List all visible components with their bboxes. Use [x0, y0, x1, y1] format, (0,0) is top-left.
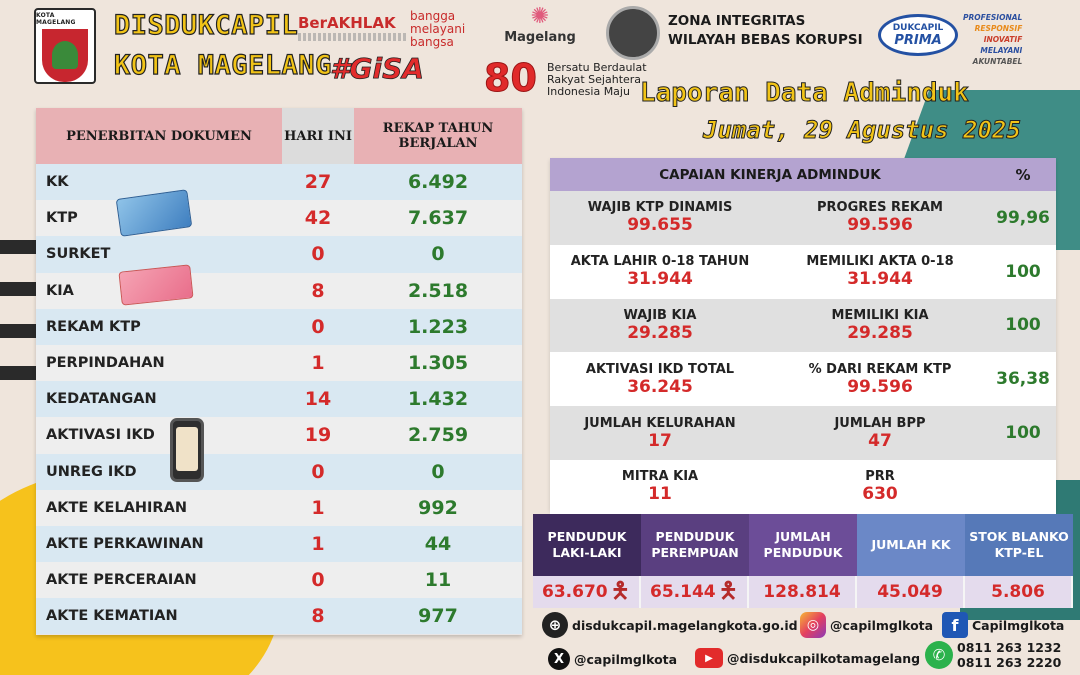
table-row — [36, 164, 522, 200]
anniv-line: Bersatu Berdaulat — [547, 61, 647, 74]
table-row — [36, 562, 522, 598]
dukcapil-prima-logo — [878, 14, 958, 56]
website-link[interactable] — [542, 612, 798, 638]
metric-cell — [770, 469, 990, 504]
population-value-female — [641, 576, 749, 608]
population-header: PENDUDUK LAKI-LAKI — [533, 514, 641, 576]
document-name: AKTE KEMATIAN — [46, 608, 178, 625]
instagram-icon: ◎ — [800, 612, 826, 638]
berakhlak-logo: BerAKHLAK — [298, 14, 396, 32]
today-count: 1 — [311, 496, 325, 519]
table-row — [36, 417, 522, 453]
whatsapp-icon: ✆ — [925, 641, 953, 669]
bangga-line: melayani — [410, 22, 466, 36]
youtube-text: @disdukcapilkotamagelang — [727, 650, 921, 666]
today-count: 1 — [311, 352, 325, 375]
instagram-link[interactable] — [800, 612, 933, 638]
performance-row — [550, 460, 1056, 514]
whatsapp-numbers — [957, 640, 1061, 670]
facebook-icon: f — [942, 612, 968, 638]
whatsapp-number: 0811 263 1232 — [957, 640, 1062, 655]
value-item: PROFESIONAL — [963, 13, 1023, 22]
zona-integritas — [668, 12, 863, 50]
metric-cell — [550, 362, 770, 397]
metric-label: PROGRES REKAM — [816, 200, 943, 216]
year-count: 1.305 — [407, 352, 469, 375]
metric-label: JUMLAH KELURAHAN — [584, 415, 736, 431]
anniv-line: Rakyat Sejahtera — [547, 73, 642, 86]
metric-value: 47 — [868, 430, 892, 451]
metric-cell — [550, 200, 770, 235]
prima-bottom: PRIMA — [894, 32, 942, 48]
metric-value: 36.245 — [627, 376, 693, 397]
today-count: 14 — [304, 388, 332, 411]
today-count: 0 — [311, 460, 325, 483]
document-name: AKTIVASI IKD — [46, 427, 155, 444]
year-count: 0 — [431, 243, 445, 266]
performance-panel — [550, 158, 1056, 510]
metric-value: 31.944 — [627, 269, 693, 290]
facebook-link[interactable] — [942, 612, 1064, 638]
table-row — [36, 345, 522, 381]
metric-label: % DARI REKAM KTP — [808, 361, 952, 377]
today-count: 8 — [311, 279, 325, 302]
youtube-icon: ▶ — [695, 648, 723, 668]
value-text: 65.144 — [650, 582, 716, 602]
metric-cell — [770, 362, 990, 397]
logo-label: KOTA MAGELANG — [36, 12, 76, 26]
value-item: INOVATIF — [983, 35, 1023, 44]
bg-stripe — [0, 324, 40, 338]
today-count: 1 — [311, 532, 325, 555]
performance-header — [550, 158, 1056, 191]
population-summary — [533, 514, 1073, 608]
fan-icon: ✺ — [530, 4, 550, 29]
column-header-year: REKAP TAHUN BERJALAN — [354, 108, 522, 164]
metric-label: PRR — [865, 469, 895, 485]
document-name: AKTE PERCERAIAN — [46, 572, 197, 589]
x-link[interactable] — [548, 648, 677, 670]
metric-cell — [550, 308, 770, 343]
metric-cell — [770, 308, 990, 343]
population-header: JUMLAH KK — [857, 514, 965, 576]
year-count: 1.432 — [407, 388, 469, 411]
bg-stripe — [0, 240, 40, 254]
metric-value: 11 — [648, 484, 672, 505]
population-headers — [533, 514, 1073, 576]
value-item: AKUNTABEL — [972, 57, 1023, 66]
table-row — [36, 490, 522, 526]
today-count: 0 — [311, 243, 325, 266]
year-count: 0 — [431, 460, 445, 483]
metric-percent: 100 — [1005, 261, 1041, 282]
today-count: 0 — [311, 569, 325, 592]
performance-row — [550, 352, 1056, 406]
year-count: 44 — [424, 532, 452, 555]
metric-value: 17 — [648, 430, 672, 451]
metric-value: 630 — [862, 484, 898, 505]
table-row — [36, 598, 522, 634]
year-count: 7.637 — [407, 207, 469, 230]
today-count: 42 — [304, 207, 332, 230]
metric-value: 99.596 — [847, 215, 913, 236]
population-value-blanko: 5.806 — [965, 576, 1073, 608]
metric-value: 99.596 — [847, 376, 913, 397]
metric-percent: 100 — [1005, 423, 1041, 444]
today-count: 8 — [311, 605, 325, 628]
population-header: PENDUDUK PEREMPUAN — [641, 514, 749, 576]
bg-stripe — [0, 282, 40, 296]
document-name: SURKET — [46, 246, 111, 263]
male-icon: 🯅 — [610, 579, 630, 604]
performance-row — [550, 299, 1056, 353]
document-name: REKAM KTP — [46, 318, 141, 335]
table-row — [36, 381, 522, 417]
today-count: 0 — [311, 315, 325, 338]
metric-value: 29.285 — [627, 322, 693, 343]
metric-percent: 99,96 — [996, 207, 1050, 228]
value-text: 63.670 — [542, 582, 608, 602]
gisa-tag: #GiSA — [330, 52, 424, 85]
metric-label: WAJIB KTP DINAMIS — [587, 200, 733, 216]
metric-label: WAJIB KIA — [623, 307, 697, 323]
population-values — [533, 576, 1073, 608]
year-count: 2.759 — [407, 424, 469, 447]
table-row — [36, 236, 522, 272]
table-row — [36, 526, 522, 562]
youtube-link[interactable] — [695, 648, 920, 668]
document-issuance-table — [36, 108, 522, 635]
metric-label: AKTA LAHIR 0-18 TAHUN — [570, 254, 750, 270]
population-header: JUMLAH PENDUDUK — [749, 514, 857, 576]
metric-value: 99.655 — [627, 215, 693, 236]
metric-cell — [550, 254, 770, 289]
performance-row — [550, 245, 1056, 299]
x-text: @capilmglkota — [574, 651, 678, 667]
seal-icon — [606, 6, 660, 60]
performance-row — [550, 191, 1056, 245]
bangga-line: bangga — [410, 9, 456, 23]
brand-subtitle: KOTA MAGELANG — [114, 50, 332, 81]
value-item: RESPONSIF — [974, 24, 1023, 33]
population-value-kk: 45.049 — [857, 576, 965, 608]
metric-label: MEMILIKI AKTA 0-18 — [806, 254, 954, 270]
table-row — [36, 309, 522, 345]
population-value-male — [533, 576, 641, 608]
table-row — [36, 273, 522, 309]
metric-label: MITRA KIA — [621, 469, 699, 485]
today-count: 19 — [304, 424, 332, 447]
facebook-text: Capilmglkota — [972, 617, 1065, 633]
bangga-line: bangsa — [410, 35, 454, 49]
brand-title: DISDUKCAPIL — [114, 10, 299, 41]
whatsapp-link[interactable] — [925, 640, 1061, 670]
metric-cell — [550, 416, 770, 451]
year-count: 992 — [418, 496, 458, 519]
year-count: 11 — [424, 569, 452, 592]
year-count: 6.492 — [407, 171, 469, 194]
magelang-logo-text: Magelang — [504, 30, 576, 45]
metric-percent: 100 — [1005, 315, 1041, 336]
document-name: AKTE KELAHIRAN — [46, 499, 187, 516]
bg-stripe — [0, 366, 40, 380]
population-header: STOK BLANKO KTP-EL — [965, 514, 1073, 576]
population-value-total: 128.814 — [749, 576, 857, 608]
metric-label: MEMILIKI KIA — [831, 307, 929, 323]
document-name: PERPINDAHAN — [46, 355, 165, 372]
bangga-melayani-logo — [410, 10, 465, 49]
globe-icon: ⊕ — [542, 612, 568, 638]
performance-row — [550, 406, 1056, 460]
year-count: 2.518 — [407, 279, 469, 302]
x-icon: X — [548, 648, 570, 670]
metric-label: JUMLAH BPP — [834, 415, 926, 431]
metric-value: 31.944 — [847, 269, 913, 290]
anniversary-number: 80 — [484, 56, 537, 100]
document-name: KEDATANGAN — [46, 391, 157, 408]
smartphone-icon — [170, 418, 204, 482]
metric-cell — [770, 254, 990, 289]
document-name: AKTE PERKAWINAN — [46, 535, 204, 552]
whatsapp-number: 0811 263 2220 — [957, 655, 1062, 670]
metric-cell — [770, 416, 990, 451]
report-title: Laporan Data Adminduk — [640, 78, 969, 108]
performance-body — [550, 191, 1056, 514]
column-header-document: PENERBITAN DOKUMEN — [36, 108, 282, 164]
anniv-line: Indonesia Maju — [547, 85, 630, 98]
today-count: 27 — [304, 171, 332, 194]
value-item: MELAYANI — [980, 46, 1023, 55]
document-name: KTP — [46, 210, 78, 227]
metric-cell — [770, 200, 990, 235]
table-row — [36, 200, 522, 236]
year-count: 977 — [418, 605, 458, 628]
berakhlak-tagline — [298, 33, 406, 41]
table-header — [36, 108, 522, 164]
prima-top: DUKCAPIL — [892, 22, 944, 33]
website-text: disdukcapil.magelangkota.go.id — [572, 617, 798, 633]
document-name: KK — [46, 174, 69, 191]
year-count: 1.223 — [407, 315, 469, 338]
metric-cell — [550, 469, 770, 504]
zona-line: WILAYAH BEBAS KORUPSI — [668, 32, 863, 48]
magelang-logo — [500, 4, 580, 45]
metric-label: AKTIVASI IKD TOTAL — [585, 361, 735, 377]
document-name: KIA — [46, 282, 74, 299]
document-name: UNREG IKD — [46, 463, 137, 480]
percent-header: % — [1015, 165, 1031, 184]
metric-value: 29.285 — [847, 322, 913, 343]
column-header-today: HARI INI — [282, 108, 354, 164]
report-date: Jumat, 29 Agustus 2025 — [703, 116, 1021, 144]
table-row — [36, 454, 522, 490]
core-values — [963, 12, 1022, 67]
zona-line: ZONA INTEGRITAS — [668, 13, 806, 29]
anniversary-text — [547, 62, 647, 98]
female-icon: 🯅 — [718, 579, 738, 604]
shield-icon — [42, 29, 88, 82]
performance-title: CAPAIAN KINERJA ADMINDUK — [659, 166, 881, 183]
metric-percent: 36,38 — [996, 369, 1050, 390]
table-body — [36, 164, 522, 634]
instagram-text: @capilmglkota — [830, 617, 934, 633]
city-logo — [34, 8, 96, 84]
